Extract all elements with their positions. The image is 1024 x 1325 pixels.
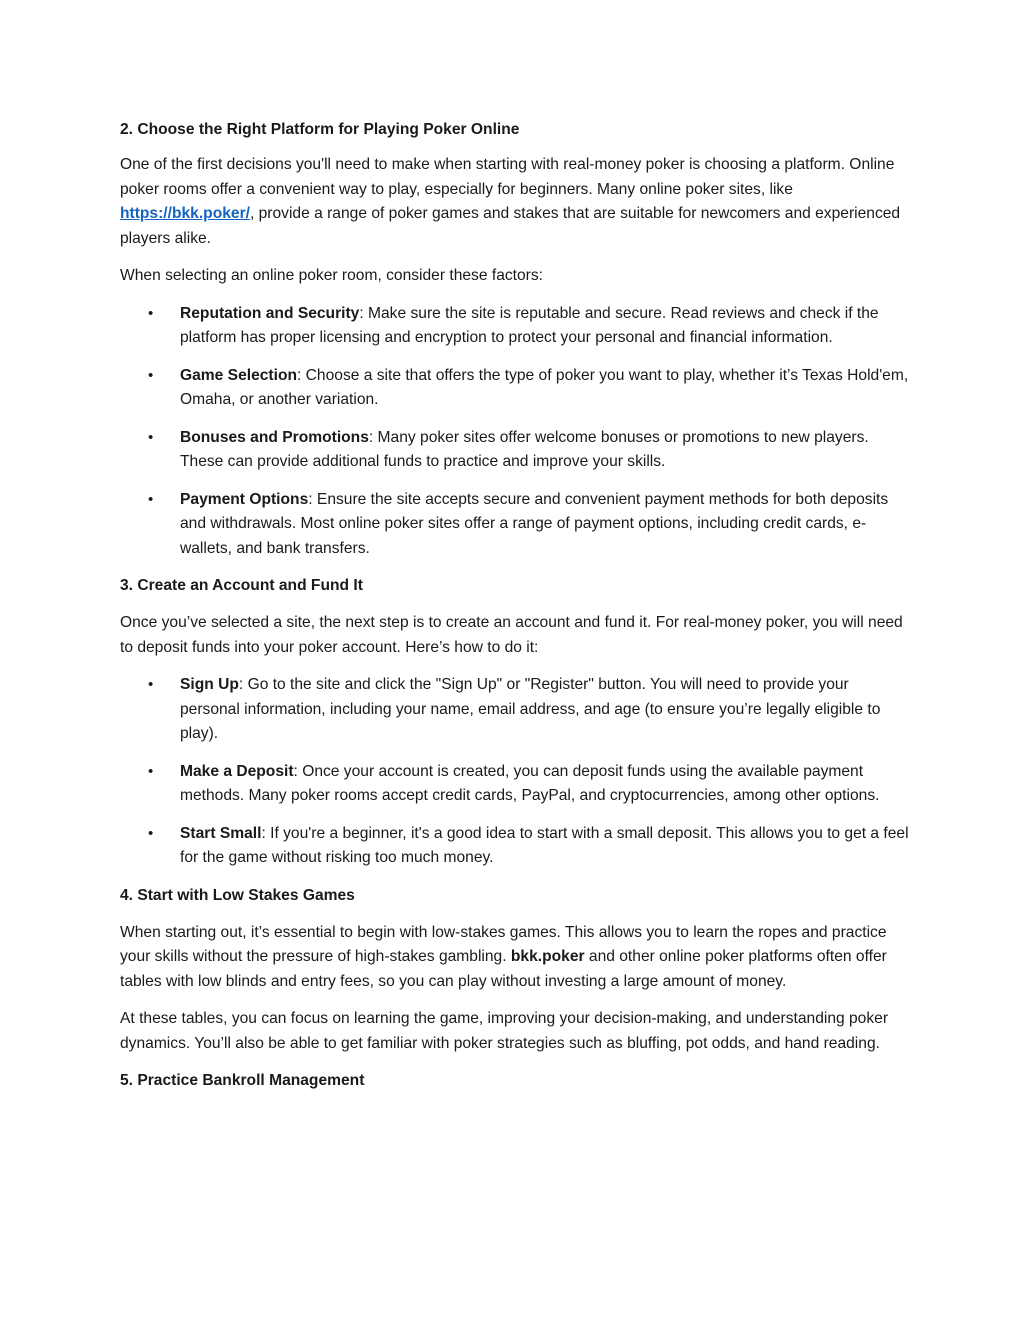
list-item-start-small <box>120 822 910 871</box>
section-2-heading: 2. Choose the Right Platform for Playing Poker Online <box>120 121 520 138</box>
bullet-icon: • <box>148 428 154 446</box>
section-4-para-1-text-2: and other online poker platforms often offer tables with low blinds and entry fees, so you can play without investing a large amount of money. <box>120 948 887 990</box>
list-item-payment-options <box>120 488 910 562</box>
list-item-text: : Go to the site and click the "Sign Up" or "Register" button. You will need to provide your personal information, including your name, email address, and age (to ensure you’re legally eligible to play). <box>180 676 881 742</box>
list-item-label: Game Selection <box>180 366 297 384</box>
list-item-text: : Make sure the site is reputable and secure. Read reviews and check if the platform has proper licensing and encryption to protect your personal and financial information. <box>180 304 879 346</box>
list-item-label: Start Small <box>180 824 262 842</box>
bullet-icon: • <box>148 676 154 693</box>
section-2-intro-text-2: , provide a range of poker games and stakes that are suitable for newcomers and experienced players alike. <box>120 205 901 247</box>
bullet-icon: • <box>148 762 154 780</box>
list-item-make-deposit <box>120 760 910 809</box>
section-2-intro <box>120 153 910 251</box>
brand-name: bkk.poker <box>510 948 585 965</box>
list-item-label: Make a Deposit <box>180 762 294 780</box>
factors-list <box>120 302 910 562</box>
bkk-poker-link[interactable]: https://bkk.poker/ <box>120 205 250 222</box>
list-item-sign-up <box>120 673 910 747</box>
section-3-heading: 3. Create an Account and Fund It <box>120 577 363 594</box>
list-item-label: Payment Options <box>180 490 309 508</box>
list-item-game-selection <box>120 364 910 413</box>
bullet-icon: • <box>148 304 154 322</box>
list-item-bonuses <box>120 426 910 475</box>
document-page <box>120 118 910 1106</box>
list-item-text: : If you're a beginner, it's a good idea to start with a small deposit. This allows you to get a feel for the game without risking too much money. <box>180 824 909 866</box>
steps-list <box>120 673 910 871</box>
factors-intro: When selecting an online poker room, consider these factors: <box>120 267 543 284</box>
section-4-para-2: At these tables, you can focus on learning the game, improving your decision-making, and understanding poker dynamics. You’ll also be able to get familiar with poker strategies such as bluffing, pot odds, and hand reading. <box>120 1010 889 1052</box>
list-item-text: : Once your account is created, you can deposit funds using the available payment methods. Many poker rooms accept credit cards, PayPal, and cryptocurrencies, among other options. <box>180 762 880 804</box>
section-5-heading: 5. Practice Bankroll Management <box>120 1072 365 1089</box>
list-item-reputation <box>120 302 910 351</box>
section-3-intro: Once you’ve selected a site, the next step is to create an account and fund it. For real-money poker, you will need to deposit funds into your poker account. Here’s how to do it: <box>120 614 903 656</box>
section-4-para-1-text-1: When starting out, it’s essential to begin with low-stakes games. This allows you to learn the ropes and practice your skills without the pressure of high-stakes gambling. <box>120 923 887 965</box>
list-item-label: Bonuses and Promotions <box>180 428 369 446</box>
bullet-icon: • <box>148 824 154 842</box>
section-2-intro-text-1: One of the first decisions you'll need to make when starting with real-money poker is choosing a platform. Online poker rooms offer a convenient way to play, especially for beginners. Many online poker sites, like <box>120 156 895 198</box>
section-4-para-1 <box>120 921 910 995</box>
bullet-icon: • <box>148 366 154 384</box>
bullet-icon: • <box>148 490 154 508</box>
list-item-label: Sign Up <box>180 676 239 693</box>
list-item-text: : Choose a site that offers the type of poker you want to play, whether it’s Texas Hold'em, Omaha, or another variation. <box>180 366 909 408</box>
list-item-text: : Many poker sites offer welcome bonuses or promotions to new players. These can provide additional funds to practice and improve your skills. <box>180 428 869 470</box>
list-item-label: Reputation and Security <box>180 304 360 322</box>
section-4-heading: 4. Start with Low Stakes Games <box>120 886 355 904</box>
list-item-text: : Ensure the site accepts secure and convenient payment methods for both deposits and withdrawals. Most online poker sites offer a range of payment options, including credit cards, e-wallets, and bank transfers. <box>180 490 889 557</box>
